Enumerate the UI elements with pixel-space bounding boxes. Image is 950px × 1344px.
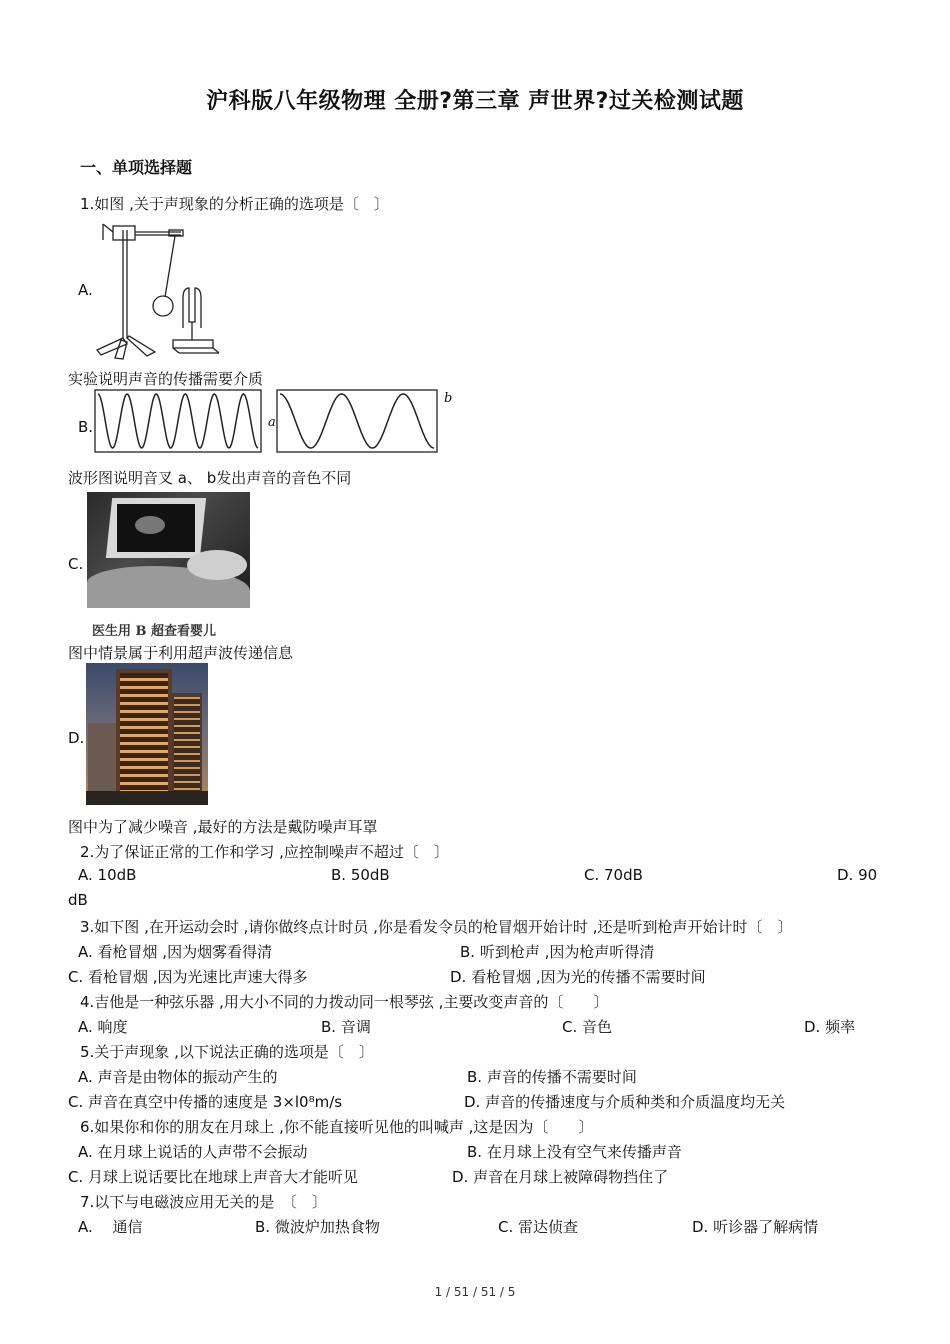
question-3-stem: 3.如下图 ,在开运动会时 ,请你做终点计时员 ,你是看发令员的枪冒烟开始计时 ,还是听到枪声开始计时〔 〕 <box>80 918 793 936</box>
section-heading: 一、单项选择题 <box>80 158 193 177</box>
q1-option-a-caption: 实验说明声音的传播需要介质 <box>68 370 264 388</box>
q1-option-b-label: B. <box>78 418 94 436</box>
q5-option-b: B. 声音的传播不需要时间 <box>467 1068 637 1086</box>
q6-option-d: D. 声音在月球上被障碍物挡住了 <box>452 1168 669 1186</box>
question-4-stem: 4.吉他是一种弦乐器 ,用大小不同的力拨动同一根琴弦 ,主要改变声音的〔 〕 <box>80 993 609 1011</box>
q6-option-a: A. 在月球上说话的人声带不会振动 <box>78 1143 308 1161</box>
question-5-stem: 5.关于声现象 ,以下说法正确的选项是〔 〕 <box>80 1043 374 1061</box>
q5-option-d: D. 声音的传播速度与介质种类和介质温度均无关 <box>464 1093 786 1111</box>
q7-option-d: D. 听诊器了解病情 <box>692 1218 819 1236</box>
q4-option-c: C. 音色 <box>562 1018 613 1036</box>
building-photo <box>86 663 208 805</box>
q1-option-b-caption: 波形图说明音叉 a、 b发出声音的音色不同 <box>68 469 352 487</box>
q5-option-a: A. 声音是由物体的振动产生的 <box>78 1068 278 1086</box>
q2-option-d: D. 90 <box>837 866 878 884</box>
question-6-stem: 6.如果你和你的朋友在月球上 ,你不能直接听见他的叫喊声 ,这是因为〔 〕 <box>80 1118 594 1136</box>
q2-option-a: A. 10dB <box>78 866 137 884</box>
question-7-stem: 7.以下与电磁波应用无关的是 〔 〕 <box>80 1193 327 1211</box>
question-2-stem: 2.为了保证正常的工作和学习 ,应控制噪声不超过〔 〕 <box>80 843 449 861</box>
q1-option-a-label: A. <box>78 281 93 299</box>
question-1-stem: 1.如图 ,关于声现象的分析正确的选项是〔 〕 <box>80 195 389 213</box>
waveform-b-figure <box>276 389 440 455</box>
q1-option-c-caption: 图中情景属于利用超声波传递信息 <box>68 644 294 662</box>
waveform-a-label: a <box>268 415 276 430</box>
q6-option-c: C. 月球上说话要比在地球上声音大才能听见 <box>68 1168 359 1186</box>
ultrasound-photo-caption: 医生用 B 超查看婴儿 <box>92 624 217 639</box>
q2-option-c: C. 70dB <box>584 866 643 884</box>
q1-option-c-label: C. <box>68 555 84 573</box>
q5-option-c: C. 声音在真空中传播的速度是 3×l0⁸m/s <box>68 1093 343 1111</box>
q7-option-c: C. 雷达侦查 <box>498 1218 579 1236</box>
q3-option-a: A. 看枪冒烟 ,因为烟雾看得清 <box>78 943 273 961</box>
tuning-fork-apparatus-figure <box>93 218 223 363</box>
ultrasound-photo <box>87 492 250 608</box>
q2-option-b: B. 50dB <box>331 866 390 884</box>
q4-option-a: A. 响度 <box>78 1018 128 1036</box>
q3-option-c: C. 看枪冒烟 ,因为光速比声速大得多 <box>68 968 308 986</box>
page-number: 1 / 51 / 51 / 5 <box>434 1285 516 1299</box>
q7-option-a: A. 通信 <box>78 1218 143 1236</box>
page-title: 沪科版八年级物理 全册?第三章 声世界?过关检测试题 <box>206 89 744 114</box>
q4-option-d: D. 频率 <box>804 1018 856 1036</box>
q7-option-b: B. 微波炉加热食物 <box>255 1218 380 1236</box>
q1-option-d-caption: 图中为了减少噪音 ,最好的方法是戴防噪声耳罩 <box>68 818 378 836</box>
waveform-a-figure <box>94 389 264 455</box>
q6-option-b: B. 在月球上没有空气来传播声音 <box>467 1143 682 1161</box>
waveform-b-label: b <box>444 391 453 406</box>
q2-option-d-wrap: dB <box>68 891 88 909</box>
q3-option-d: D. 看枪冒烟 ,因为光的传播不需要时间 <box>450 968 706 986</box>
q3-option-b: B. 听到枪声 ,因为枪声听得清 <box>460 943 655 961</box>
q1-option-d-label: D. <box>68 729 85 747</box>
q4-option-b: B. 音调 <box>321 1018 371 1036</box>
